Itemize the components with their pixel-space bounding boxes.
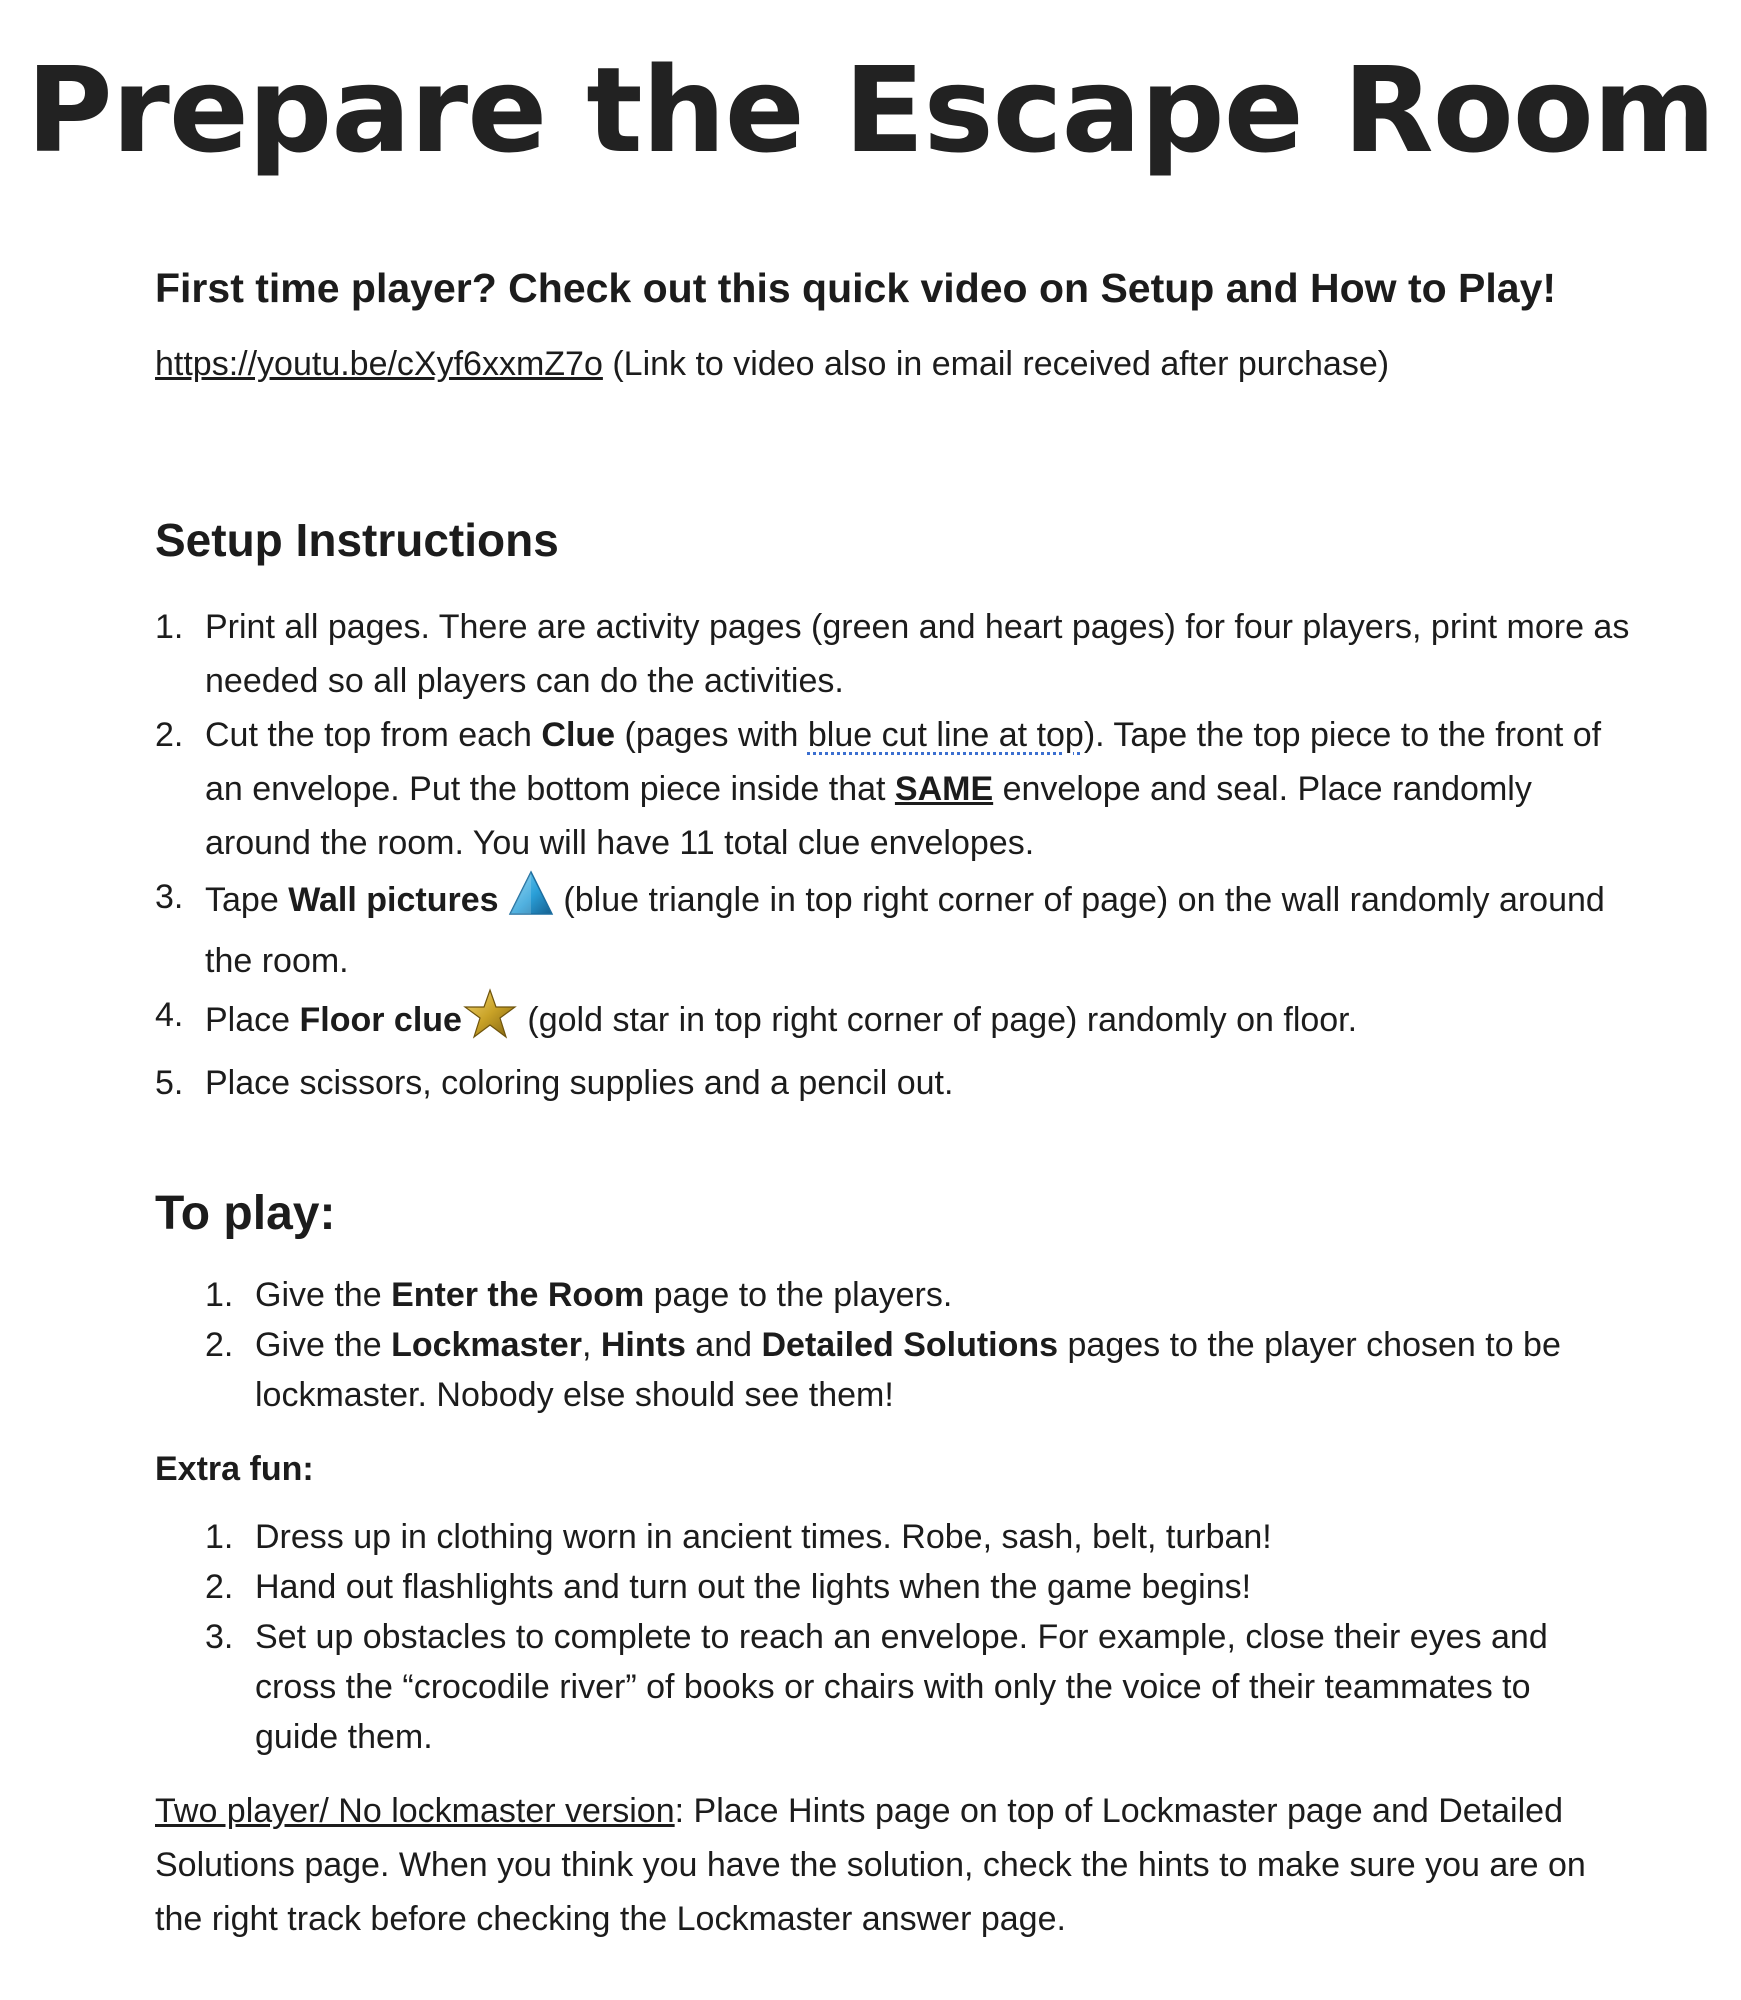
list-text: (gold star in top right corner of page) randomly on floor. [517, 1000, 1358, 1039]
list-number: 3. [205, 1618, 234, 1656]
hints-term: Hints [600, 1326, 686, 1364]
list-item [155, 988, 1635, 1056]
list-text: Set up obstacles to complete to reach an envelope. For example, close their eyes and cross the “crocodile river” of books or chairs with only the voice of their teammates to guide them. [255, 1618, 1548, 1756]
two-player-label: Two player/ No lockmaster version [155, 1792, 675, 1830]
floor-clue-term: Floor clue [299, 1000, 462, 1039]
enter-room-term: Enter the Room [391, 1276, 645, 1314]
list-text: , [581, 1326, 601, 1364]
extra-fun-heading: Extra fun: [155, 1450, 314, 1488]
lockmaster-term: Lockmaster [391, 1326, 582, 1364]
list-text: Print all pages. There are activity pages (green and heart pages) for four players, print more as needed so all players can do the activities. [205, 608, 1630, 700]
cut-line-phrase: blue cut line at top [807, 716, 1084, 754]
list-item [155, 708, 1635, 870]
list-text: ). Tape the top piece to the front of an envelope. Put the bottom piece inside that [205, 716, 1602, 808]
list-number: 2. [155, 716, 184, 754]
list-item [205, 1562, 1615, 1612]
list-number: 2. [205, 1568, 234, 1606]
list-text: Dress up in clothing worn in ancient times. Robe, sash, belt, turban! [255, 1518, 1272, 1556]
list-item [205, 1512, 1615, 1562]
list-text: Give the [255, 1326, 392, 1364]
list-text: Hand out flashlights and turn out the lights when the game begins! [255, 1568, 1252, 1606]
list-item [155, 1056, 1635, 1110]
list-item [205, 1270, 1605, 1320]
video-heading: First time player? Check out this quick video on Setup and How to Play! [155, 265, 1557, 311]
list-number: 5. [155, 1064, 184, 1102]
setup-list [155, 600, 1635, 1110]
list-number: 1. [155, 608, 184, 646]
list-text: Tape [205, 880, 289, 919]
list-item [205, 1320, 1605, 1420]
setup-heading: Setup Instructions [155, 514, 559, 566]
gold-star-icon [462, 988, 518, 1056]
two-player-note [155, 1784, 1625, 1946]
video-link[interactable]: https://youtu.be/cXyf6xxmZ7o [155, 345, 603, 383]
list-text: pages to the player chosen to be lockmaster. Nobody else should see them! [255, 1326, 1561, 1414]
list-text: (pages with [615, 716, 808, 754]
list-text: page to the players. [644, 1276, 953, 1314]
detailed-solutions-term: Detailed Solutions [761, 1326, 1059, 1364]
two-player-text: : Place Hints page on top of Lockmaster page and Detailed Solutions page. When you think you have the solution, check the hints to make sure you are on the right track before checking the Lockmaster answer page. [155, 1792, 1586, 1938]
to-play-heading: To play: [155, 1187, 336, 1240]
list-text: Cut the top from each [205, 716, 542, 754]
list-number: 1. [205, 1518, 234, 1556]
page-title: Prepare the Escape Room [26, 41, 1715, 179]
video-line [155, 342, 1389, 386]
list-item [205, 1612, 1615, 1762]
blue-triangle-icon [508, 870, 554, 934]
list-item [155, 600, 1635, 708]
list-number: 3. [155, 878, 184, 916]
list-text: and [685, 1326, 762, 1364]
list-text: Place scissors, coloring supplies and a pencil out. [205, 1064, 954, 1102]
list-item [155, 870, 1635, 988]
list-text: Place [205, 1000, 300, 1039]
list-text: Give the [255, 1276, 392, 1314]
same-term: SAME [894, 770, 994, 808]
wall-pictures-term: Wall pictures [288, 880, 499, 919]
list-number: 2. [205, 1326, 234, 1364]
clue-term: Clue [541, 716, 616, 754]
video-note: (Link to video also in email received after purchase) [602, 345, 1390, 383]
list-number: 4. [155, 996, 184, 1034]
extra-list [205, 1512, 1615, 1762]
list-number: 1. [205, 1276, 234, 1314]
list-text: (blue triangle in top right corner of page) on the wall randomly around the room. [205, 880, 1605, 980]
list-text: envelope and seal. Place randomly around the room. You will have 11 total clue envelopes. [205, 770, 1532, 862]
play-list [205, 1270, 1605, 1420]
